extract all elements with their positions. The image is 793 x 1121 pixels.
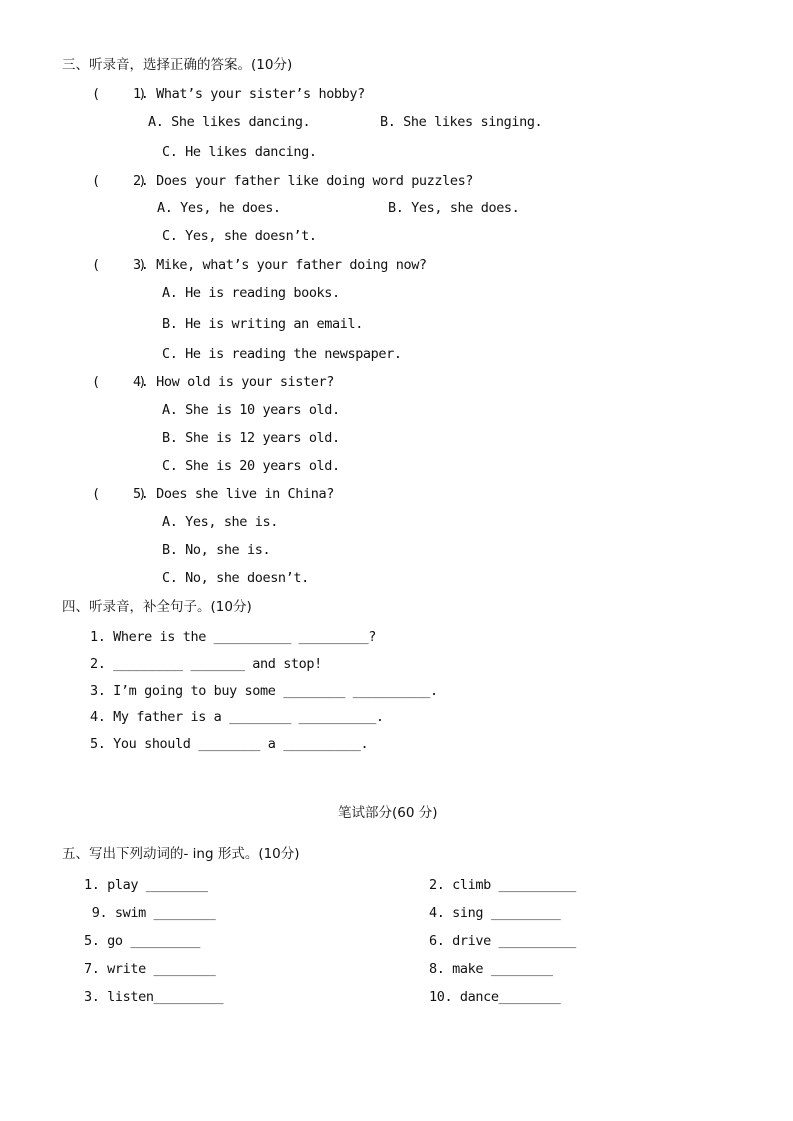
option-b: B. He is writing an email. — [162, 316, 363, 332]
section-4-heading: 四、听录音，补全句子。(10分) — [62, 599, 252, 615]
option-c: C. No, she doesn’t. — [162, 570, 309, 586]
ing-item[interactable]: 7. write ________ — [84, 961, 216, 977]
option-a: A. Yes, she is. — [162, 514, 278, 530]
written-part-title: 笔试部分(60 分) — [338, 805, 438, 821]
answer-blank[interactable]: ( ) — [92, 86, 147, 102]
option-a: A. He is reading books. — [162, 285, 340, 301]
fill-sentence-3[interactable]: 3. I’m going to buy some ________ __________. — [90, 683, 438, 699]
section-5-heading: 五、写出下列动词的- ing 形式。(10分) — [62, 846, 300, 862]
fill-sentence-2[interactable]: 2. _________ _______ and stop! — [90, 656, 322, 672]
option-a: A. Yes, he does. — [157, 200, 281, 216]
answer-blank[interactable]: ( ) — [92, 173, 147, 189]
option-b: B. Yes, she does. — [388, 200, 520, 216]
ing-item[interactable]: 10. dance________ — [429, 989, 561, 1005]
ing-item[interactable]: 2. climb __________ — [429, 877, 576, 893]
fill-sentence-4[interactable]: 4. My father is a ________ __________. — [90, 709, 384, 725]
option-c: C. Yes, she doesn’t. — [162, 228, 317, 244]
option-c: C. She is 20 years old. — [162, 458, 340, 474]
section-3-heading: 三、听录音，选择正确的答案。(10分) — [62, 57, 293, 73]
ing-item[interactable]: 4. sing _________ — [429, 905, 561, 921]
question-text: 4. How old is your sister? — [133, 374, 334, 390]
option-c: C. He is reading the newspaper. — [162, 346, 402, 362]
ing-item[interactable]: 5. go _________ — [84, 933, 200, 949]
ing-item[interactable]: 6. drive __________ — [429, 933, 576, 949]
ing-item[interactable]: 9. swim ________ — [84, 905, 216, 921]
ing-item[interactable]: 8. make ________ — [429, 961, 553, 977]
option-a: A. She likes dancing. — [148, 114, 311, 130]
option-b: B. No, she is. — [162, 542, 271, 558]
question-text: 3. Mike, what’s your father doing now? — [133, 257, 427, 273]
option-c: C. He likes dancing. — [162, 144, 317, 160]
ing-item[interactable]: 3. listen_________ — [84, 989, 224, 1005]
answer-blank[interactable]: ( ) — [92, 374, 147, 390]
option-a: A. She is 10 years old. — [162, 402, 340, 418]
answer-blank[interactable]: ( ) — [92, 257, 147, 273]
question-text: 1. What’s your sister’s hobby? — [133, 86, 365, 102]
option-b: B. She likes singing. — [380, 114, 543, 130]
answer-blank[interactable]: ( ) — [92, 486, 147, 502]
fill-sentence-5[interactable]: 5. You should ________ a __________. — [90, 736, 369, 752]
question-text: 5. Does she live in China? — [133, 486, 334, 502]
ing-item[interactable]: 1. play ________ — [84, 877, 208, 893]
option-b: B. She is 12 years old. — [162, 430, 340, 446]
question-text: 2. Does your father like doing word puzzles? — [133, 173, 474, 189]
fill-sentence-1[interactable]: 1. Where is the __________ _________? — [90, 629, 376, 645]
